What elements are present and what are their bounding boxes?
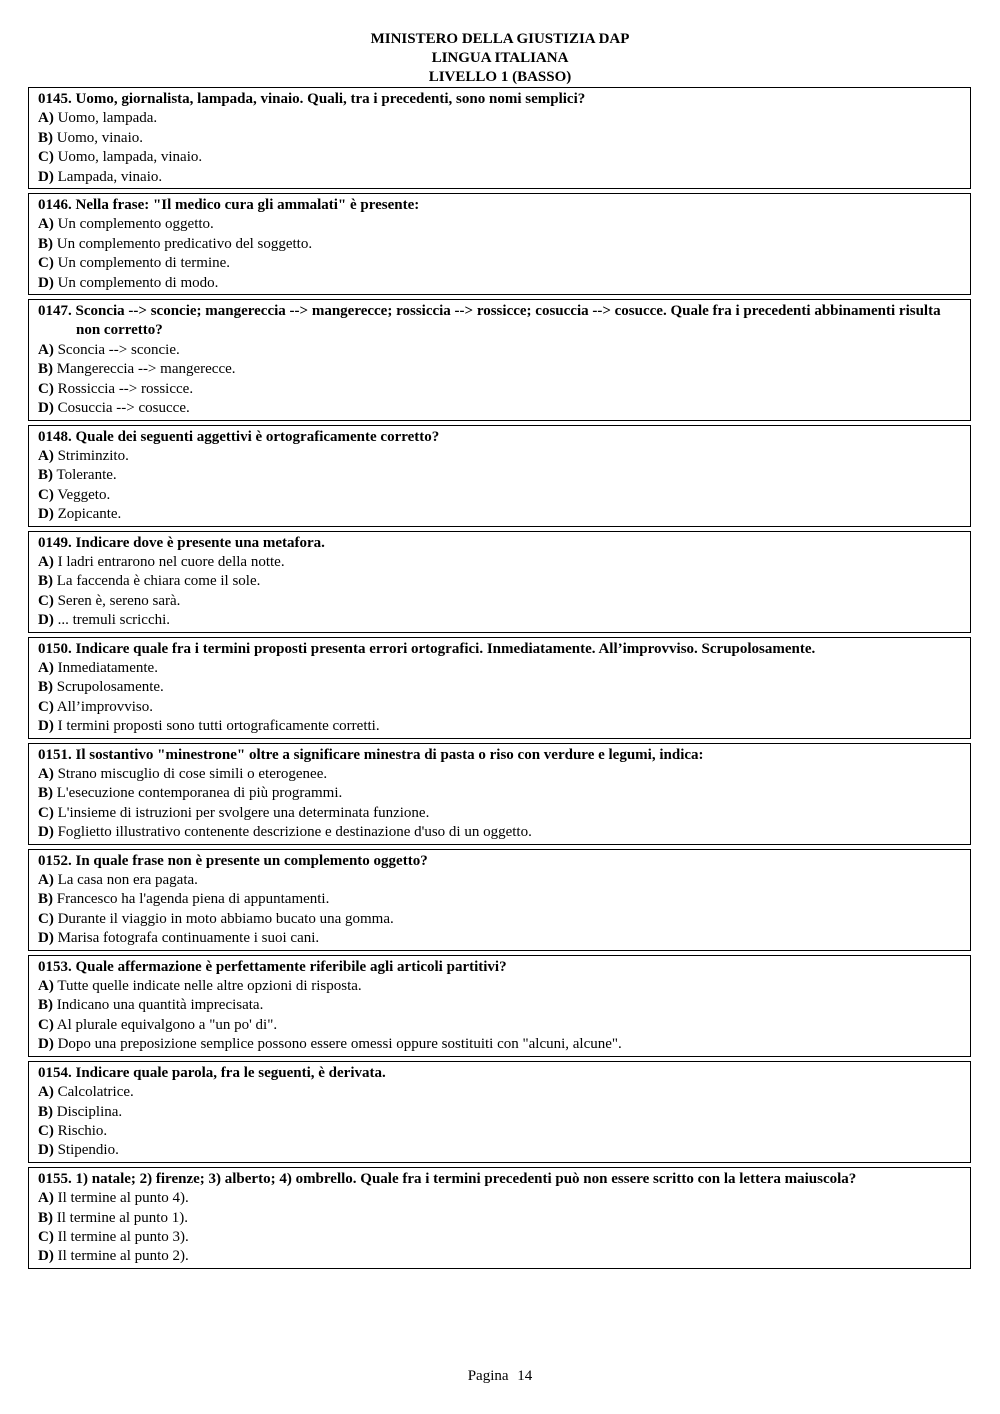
question-text [38, 852, 962, 871]
option-letter: A) [38, 766, 54, 782]
option-text: Tolerante. [56, 467, 117, 484]
question-number: 0146. [38, 197, 72, 214]
option-letter: C) [38, 1122, 54, 1139]
option-letter: B) [38, 1209, 53, 1226]
option-text: Seren è, sereno sarà. [57, 592, 181, 609]
answer-option [38, 678, 962, 697]
question-body: Il sostantivo "minestrone" oltre a significare minestra di pasta o riso con verdure e legumi, indica: [75, 746, 704, 763]
option-text: La casa non era pagata. [57, 872, 198, 889]
option-text: L'insieme di istruzioni per svolgere una determinata funzione. [57, 804, 430, 821]
option-text: All’improvviso. [56, 698, 154, 715]
header-subject: LINGUA ITALIANA [431, 50, 569, 66]
answer-option [38, 486, 962, 505]
option-letter: C) [38, 910, 54, 927]
option-text: Uomo, vinaio. [56, 129, 143, 146]
option-letter: B) [38, 361, 53, 378]
answer-option [38, 380, 962, 399]
option-text: Durante il viaggio in moto abbiamo bucato una gomma. [57, 910, 394, 927]
answer-option [38, 1016, 962, 1035]
answer-option [38, 572, 962, 591]
question-block [28, 955, 971, 1057]
question-number: 0151. [38, 746, 72, 763]
question-number: 0153. [38, 958, 72, 975]
answer-option [38, 1228, 962, 1247]
question-text [38, 302, 962, 341]
option-letter: C) [38, 1016, 54, 1033]
option-letter: B) [38, 129, 53, 146]
answer-option [38, 466, 962, 485]
page-number: 14 [517, 1368, 533, 1384]
question-text [38, 958, 962, 977]
question-number: 0149. [38, 534, 72, 551]
option-text: Al plurale equivalgono a "un po' di". [56, 1016, 278, 1033]
option-letter: D) [38, 1036, 54, 1053]
answer-option [38, 890, 962, 909]
question-number: 0150. [38, 640, 72, 657]
option-text: Il termine al punto 1). [56, 1209, 188, 1226]
question-body: Quale dei seguenti aggettivi è ortograficamente corretto? [75, 428, 440, 445]
option-letter: D) [38, 930, 54, 947]
option-letter: D) [38, 718, 54, 735]
option-text: Uomo, lampada, vinaio. [57, 149, 203, 166]
answer-option [38, 1209, 962, 1228]
option-text: Veggeto. [57, 486, 111, 503]
question-text [38, 196, 962, 215]
question-block [28, 193, 971, 295]
answer-option [38, 804, 962, 823]
option-text: Rossiccia --> rossicce. [57, 380, 194, 397]
option-letter: A) [38, 553, 54, 570]
answer-option [38, 871, 962, 890]
question-text [38, 428, 962, 447]
answer-option [38, 168, 962, 187]
option-text: Un complemento oggetto. [57, 216, 214, 233]
option-letter: C) [38, 592, 54, 609]
option-letter: D) [38, 1248, 54, 1265]
option-letter: D) [38, 274, 54, 291]
question-block [28, 849, 971, 951]
answer-option [38, 1103, 962, 1122]
answer-option [38, 235, 962, 254]
option-letter: B) [38, 467, 53, 484]
option-text: Il termine al punto 4). [57, 1190, 189, 1207]
option-text: Scrupolosamente. [56, 679, 164, 696]
answer-option [38, 1035, 962, 1054]
option-text: Stipendio. [57, 1142, 119, 1159]
answer-option [38, 910, 962, 929]
option-text: Un complemento di modo. [57, 274, 219, 291]
question-list [28, 87, 971, 1273]
option-text: Dopo una preposizione semplice possono essere omessi oppure sostituiti con "alcuni, alcune". [57, 1036, 622, 1053]
question-block [28, 299, 971, 420]
option-letter: C) [38, 149, 54, 166]
answer-option [38, 553, 962, 572]
option-text: Mangereccia --> mangerecce. [56, 361, 236, 378]
option-letter: A) [38, 341, 54, 358]
question-body: Uomo, giornalista, lampada, vinaio. Quali, tra i precedenti, sono nomi semplici? [75, 91, 586, 107]
answer-option [38, 592, 962, 611]
option-letter: C) [38, 1228, 54, 1245]
answer-option [38, 698, 962, 717]
answer-option [38, 823, 962, 842]
option-letter: B) [38, 997, 53, 1014]
question-text [38, 534, 962, 553]
answer-option [38, 1122, 962, 1141]
question-body: Indicare quale fra i termini proposti presenta errori ortografici. Inmediatamente. All’improvviso. Scrupolosamente. [75, 640, 816, 657]
question-block [28, 1167, 971, 1269]
question-block [28, 87, 971, 189]
question-text [38, 640, 962, 659]
question-number: 0155. [38, 1170, 72, 1187]
option-text: Zopicante. [57, 506, 122, 523]
question-body: Sconcia --> sconcie; mangereccia --> mangerecce; rossiccia --> rossicce; cosuccia --> cosucce. Quale fra i precedenti abbinamenti risulta non corretto? [75, 303, 941, 339]
answer-option [38, 447, 962, 466]
option-letter: C) [38, 804, 54, 821]
header-ministry: MINISTERO DELLA GIUSTIZIA DAP [370, 31, 630, 47]
option-text: Un complemento di termine. [57, 255, 231, 272]
answer-option [38, 1247, 962, 1266]
question-number: 0154. [38, 1064, 72, 1081]
option-letter: C) [38, 698, 54, 715]
option-text: Rischio. [57, 1122, 108, 1139]
option-letter: D) [38, 1142, 54, 1159]
option-letter: D) [38, 506, 54, 523]
answer-option [38, 399, 962, 418]
question-text [38, 90, 962, 109]
question-number: 0147. [38, 303, 72, 320]
answer-option [38, 129, 962, 148]
option-text: Cosuccia --> cosucce. [57, 400, 190, 417]
option-text: Disciplina. [56, 1103, 123, 1120]
option-letter: B) [38, 679, 53, 696]
option-letter: B) [38, 1103, 53, 1120]
option-text: Un complemento predicativo del soggetto. [56, 235, 313, 252]
option-letter: B) [38, 235, 53, 252]
question-body: In quale frase non è presente un complemento oggetto? [75, 852, 428, 869]
option-text: L'esecuzione contemporanea di più programmi. [56, 785, 343, 802]
question-body: Indicare quale parola, fra le seguenti, è derivata. [75, 1064, 386, 1081]
option-letter: B) [38, 573, 53, 590]
option-text: I ladri entrarono nel cuore della notte. [57, 553, 285, 570]
answer-option [38, 977, 962, 996]
option-text: Francesco ha l'agenda piena di appuntamenti. [56, 891, 330, 908]
option-letter: A) [38, 978, 54, 995]
answer-option [38, 274, 962, 293]
answer-option [38, 215, 962, 234]
header-level: LIVELLO 1 (BASSO) [428, 69, 572, 85]
question-body: Nella frase: "Il medico cura gli ammalati" è presente: [75, 197, 420, 214]
option-letter: A) [38, 216, 54, 233]
question-text [38, 1064, 962, 1083]
option-text: Sconcia --> sconcie. [57, 341, 180, 358]
option-text: Foglietto illustrativo contenente descrizione e destinazione d'uso di un oggetto. [57, 824, 532, 841]
question-body: 1) natale; 2) firenze; 3) alberto; 4) ombrello. Quale fra i termini precedenti può non essere scritto con la lettera maiuscola? [75, 1170, 857, 1187]
option-letter: B) [38, 891, 53, 908]
answer-option [38, 148, 962, 167]
option-text: Inmediatamente. [57, 659, 158, 676]
answer-option [38, 1141, 962, 1160]
page-footer [0, 1368, 1000, 1385]
option-letter: C) [38, 380, 54, 397]
option-letter: A) [38, 1084, 54, 1101]
option-text: Marisa fotografa continuamente i suoi cani. [57, 930, 320, 947]
question-body: Quale affermazione è perfettamente riferibile agli articoli partitivi? [75, 958, 507, 975]
option-letter: A) [38, 1190, 54, 1207]
question-body: Indicare dove è presente una metafora. [75, 534, 325, 551]
option-letter: D) [38, 400, 54, 417]
page-header [0, 30, 1000, 87]
answer-option [38, 254, 962, 273]
answer-option [38, 765, 962, 784]
question-text [38, 746, 962, 765]
option-text: Indicano una quantità imprecisata. [56, 997, 264, 1014]
option-letter: A) [38, 872, 54, 889]
answer-option [38, 1083, 962, 1102]
answer-option [38, 505, 962, 524]
option-text: Calcolatrice. [57, 1084, 134, 1101]
option-letter: D) [38, 824, 54, 841]
option-text: La faccenda è chiara come il sole. [56, 573, 261, 590]
answer-option [38, 996, 962, 1015]
answer-option [38, 109, 962, 128]
option-text: Lampada, vinaio. [57, 168, 163, 185]
answer-option [38, 341, 962, 360]
question-block [28, 1061, 971, 1163]
question-number: 0148. [38, 428, 72, 445]
answer-option [38, 659, 962, 678]
question-block [28, 743, 971, 845]
answer-option [38, 360, 962, 379]
option-text: Il termine al punto 2). [57, 1248, 189, 1265]
option-letter: A) [38, 447, 54, 464]
option-text: Striminzito. [57, 447, 129, 464]
answer-option [38, 717, 962, 736]
option-letter: B) [38, 785, 53, 802]
option-text: Tutte quelle indicate nelle altre opzioni di risposta. [57, 978, 362, 995]
question-number: 0145. [38, 91, 72, 107]
answer-option [38, 611, 962, 630]
answer-option [38, 784, 962, 803]
option-text: Il termine al punto 3). [57, 1228, 189, 1245]
option-letter: A) [38, 110, 54, 127]
option-letter: D) [38, 612, 54, 629]
option-text: Strano miscuglio di cose simili o eterogenee. [57, 766, 328, 782]
answer-option [38, 929, 962, 948]
option-text: ... tremuli scricchi. [57, 612, 171, 629]
question-block [28, 637, 971, 739]
option-letter: C) [38, 486, 54, 503]
question-block [28, 531, 971, 633]
option-letter: A) [38, 659, 54, 676]
option-text: Uomo, lampada. [57, 110, 158, 127]
question-block [28, 425, 971, 527]
option-letter: D) [38, 168, 54, 185]
question-number: 0152. [38, 852, 72, 869]
answer-option [38, 1189, 962, 1208]
option-letter: C) [38, 255, 54, 272]
question-text [38, 1170, 962, 1189]
option-text: I termini proposti sono tutti ortograficamente corretti. [57, 718, 380, 735]
page-label: Pagina [467, 1368, 509, 1384]
